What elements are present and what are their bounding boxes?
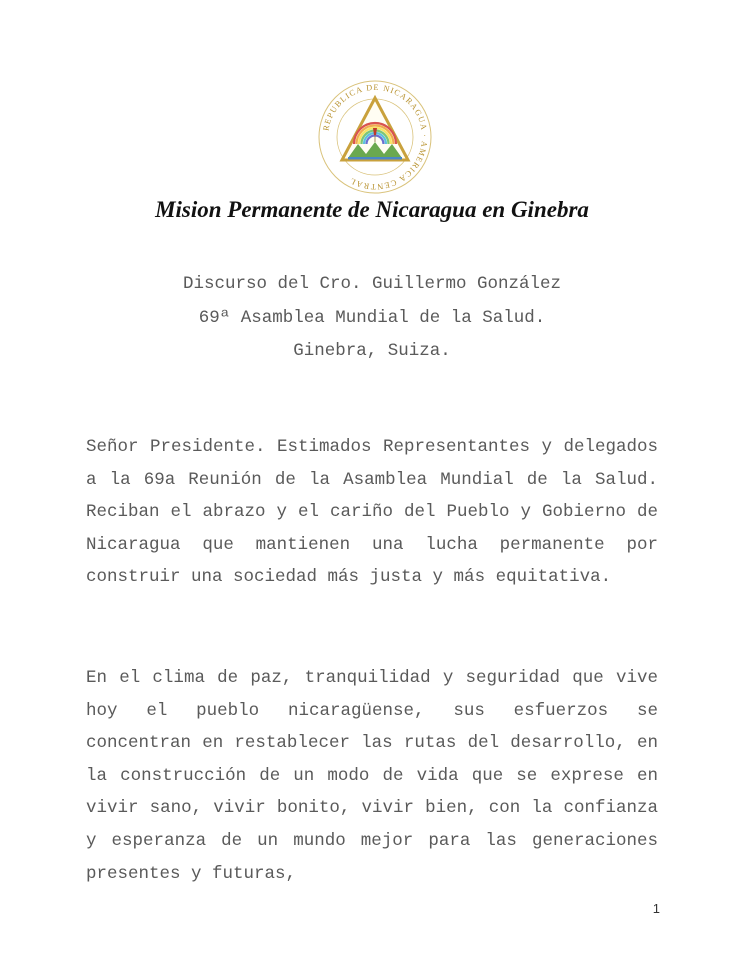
nicaragua-coat-of-arms-seal — [316, 78, 434, 196]
subtitle-location-line: Ginebra, Suiza. — [293, 341, 451, 361]
seal-ring-text: REPUBLICA DE NICARAGUA · AMERICA CENTRAL — [321, 82, 430, 192]
subtitle-assembly-line: 69ª Asamblea Mundial de la Salud. — [198, 307, 546, 328]
body-paragraph-2: En el clima de paz, tranquilidad y seguridad que vive hoy el pueblo nicaragüense, sus esfuerzos se concentran en restablecer las rutas del desarrollo, en la construcción de un modo de vida que se exprese en vivir sano, vivir bonito, vivir bien, con la confianza y esperanza de un mundo mejor para las generaciones presentes y futuras, — [86, 668, 658, 884]
body-paragraph-1: Señor Presidente. Estimados Representantes y delegados a la 69a Reunión de la Asamblea Mundial de la Salud. Reciban el abrazo y el cariño del Pueblo y Gobierno de Nicaragua que mantienen una lucha permanente por construir una sociedad más justa y más equitativa. — [86, 437, 658, 588]
page-number: 1 — [652, 901, 660, 916]
subtitle-speaker-line: Discurso del Cro. Guillermo González — [182, 274, 562, 294]
speech-subtitle — [0, 268, 744, 369]
mission-title: Mision Permanente de Nicaragua en Ginebra — [155, 197, 589, 222]
